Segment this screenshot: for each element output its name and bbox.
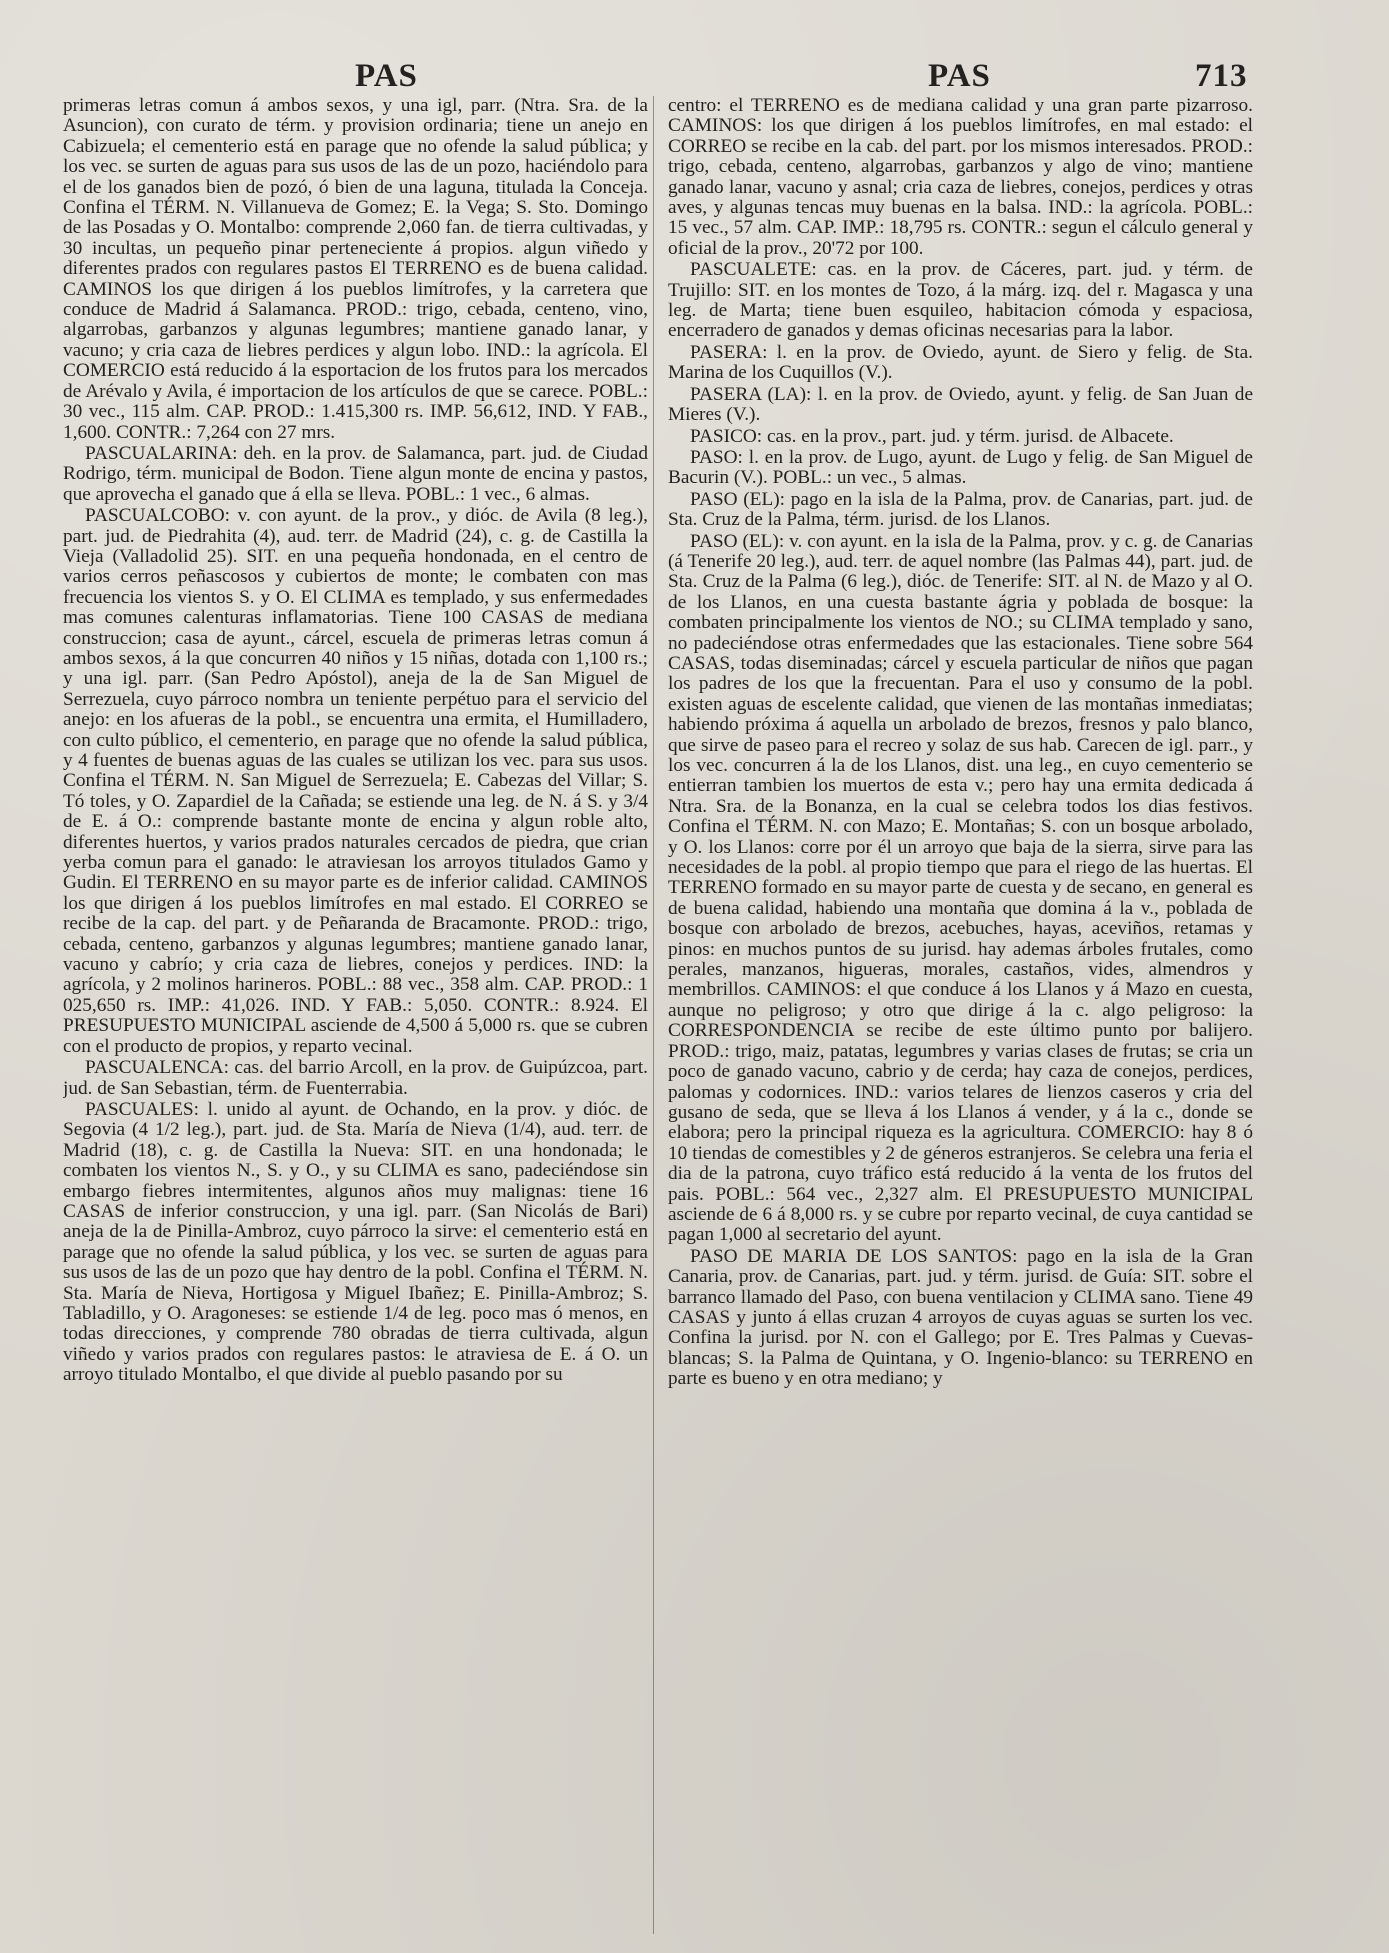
entry-paragraph: PASO (EL): pago en la isla de la Palma, prov. de Canarias, part. jud. de Sta. Cruz de la Palma, térm. jurisd. de los Llanos. [668,488,1253,531]
entry-paragraph: PASERA: l. en la prov. de Oviedo, ayunt. de Siero y felig. de Sta. Marina de los Cuquillos (V.). [668,341,1253,384]
entry-paragraph: PASCUALCOBO: v. con ayunt. de la prov., y dióc. de Avila (8 leg.), part. jud. de Piedrahita (4), aud. terr. de Madrid (24), c. g. de Castilla la Vieja (Valladolid 25). SIT. en una pequeña hondonada, en el centro de varios cerros peñascosos y cubiertos de monte; le combaten con mas frecuencia los vientos S. y O. El CLIMA es templado, y sus enfermedades mas comunes calenturas inflamatorias. Tiene 100 CASAS de mediana construccion; casa de ayunt., cárcel, escuela de primeras letras comun á ambos sexos, á la que concurren 40 niños y 15 niñas, dotada con 1,100 rs.; y una igl. parr. (San Pedro Apóstol), aneja de la de San Miguel de Serrezuela, cuyo párroco nombra un teniente perpétuo para el servicio del anejo: en los afueras de la pobl., se encuentra una ermita, el Humilladero, con culto público, el cementerio, en parage que no ofende la salud pública, y 4 fuentes de buenas aguas de las cuales se utilizan los vec. para sus usos. Confina el TÉRM. N. San Miguel de Serrezuela; E. Cabezas del Villar; S. Tó toles, y O. Zapardiel de la Cañada; se estiende una leg. de N. á S. y 3/4 de E. á O.: comprende bastante monte de encina y algun roble alto, diferentes huertos, y varios prados naturales cercados de piedra, que crian yerba comun para el ganado: le atraviesan los arroyos titulados Gamo y Gudin. El TERRENO en su mayor parte es de inferior calidad. CAMINOS los que dirigen á los pueblos limítrofes en mal estado. El CORREO se recibe de la cap. del part. y de Peñaranda de Bracamonte. PROD.: trigo, cebada, centeno, garbanzos y algunas legumbres; mantiene ganado lanar, vacuno y cabrío; y cria caza de liebres, conejos y perdices. IND: la agrícola, y 2 molinos harineros. POBL.: 88 vec., 358 alm. CAP. PROD.: 1 025,650 rs. IMP.: 41,026. IND. Y FAB.: 5,050. CONTR.: 8.924. El PRESUPUESTO MUNICIPAL asciende de 4,500 á 5,000 rs. que se cubren con el producto de propios, y reparto vecinal. [63,505,648,1057]
entry-paragraph: primeras letras comun á ambos sexos, y una igl, parr. (Ntra. Sra. de la Asuncion), con curato de térm. y provision ordinaria; tiene un anejo en Cabizuela; el cementerio está en parage que no ofende la salud pública; y los vec. se surten de aguas para sus usos de las de un pozo, haciéndolo para el de los ganados bien de pozó, ó bien de una laguna, titulada la Conceja. Confina el TÉRM. N. Villanueva de Gomez; E. la Vega; S. Sto. Domingo de las Posadas y O. Montalbo: comprende 2,060 fan. de tierra cultivadas, y 30 incultas, un pequeño pinar perteneciente á propios. algun viñedo y diferentes prados con regulares pastos El TERRENO es de buena calidad. CAMINOS los que dirigen á los pueblos limítrofes, y la carretera que conduce de Madrid á Salamanca. PROD.: trigo, cebada, centeno, vino, algarrobas, garbanzos y algunas legumbres; mantiene ganado lanar, y vacuno; y cria caza de liebres perdices y algun lobo. IND.: la agrícola. El COMERCIO está reducido á la esportacion de los frutos para los mercados de Arévalo y Avila, é importacion de los artículos de que se carece. POBL.: 30 vec., 115 alm. CAP. PROD.: 1.415,300 rs. IMP. 56,612, IND. Y FAB., 1,600. CONTR.: 7,264 con 27 mrs. [63,96,648,443]
right-column [668,96,1253,1934]
entry-paragraph: PASO DE MARIA DE LOS SANTOS: pago en la isla de la Gran Canaria, prov. de Canarias, part. jud. y térm. jurisd. de Guía: SIT. sobre el barranco llamado del Paso, con buena ventilacion y CLIMA sano. Tiene 49 CASAS y junto á ellas cruzan 4 arroyos de cuyas aguas se surten los vec. Confina la jurisd. por N. con el Gallego; por E. Tres Palmas y Cuevas-blancas; S. la Palma de Quintana, y O. Ingenio-blanco: su TERRENO en parte es bueno y en otra mediano; y [668,1245,1253,1390]
entry-paragraph: PASICO: cas. en la prov., part. jud. y térm. jurisd. de Albacete. [690,425,1174,447]
page-number: 713 [1195,58,1248,94]
left-column [63,96,648,1934]
entry-paragraph: PASCUALENCA: cas. del barrio Arcoll, en la prov. de Guipúzcoa, part. jud. de San Sebastian, térm. de Fuenterrabia. [63,1057,648,1099]
running-head-right: PAS [928,58,991,94]
entry-paragraph: PASO: l. en la prov. de Lugo, ayunt. de Lugo y felig. de San Miguel de Bacurin (V.). POBL.: un vec., 5 almas. [668,446,1253,489]
entry-paragraph: PASERA (LA): l. en la prov. de Oviedo, ayunt. y felig. de San Juan de Mieres (V.). [668,383,1253,426]
entry-paragraph: PASCUALARINA: deh. en la prov. de Salamanca, part. jud. de Ciudad Rodrigo, térm. municipal de Bodon. Tiene algun monte de encina y pastos, que aprovecha el ganado que á ella se lleva. POBL.: 1 vec., 6 almas. [63,442,648,505]
entry-paragraph: PASO (EL): v. con ayunt. en la isla de la Palma, prov. y c. g. de Canarias (á Tenerife 20 leg.), aud. terr. de aquel nombre (las Palmas 44), part. jud. de Sta. Cruz de la Palma (6 leg.), dióc. de Tenerife: SIT. al N. de Mazo y al O. de los Llanos, en una cuesta bastante ágria y poblada de bosque: la combaten principalmente los vientos de NO.; su CLIMA templado y sano, no padeciéndose otras enfermedades que las estacionales. Tiene sobre 564 CASAS, todas diseminadas; cárcel y escuela particular de niños que pagan los padres de los que la frecuentan. Para el uso y consumo de la pobl. existen aguas de escelente calidad, que vienen de las montañas inmediatas; habiendo próxima á aquella un arbolado de brezos, fresnos y palo blanco, que sirve de paseo para el recreo y solaz de sus hab. Carecen de igl. parr., y los vec. concurren á la de los Llanos, dist. una leg., en cuyo cementerio se entierran tambien los muertos de esta v.; pero hay una ermita dedicada á Ntra. Sra. de la Bonanza, en la cual se celebra todos los dias festivos. Confina el TÉRM. N. con Mazo; E. Montañas; S. con un bosque arbolado, y O. los Llanos: corre por él un arroyo que baja de la sierra, sirve para las necesidades de la pobl. al propio tiempo que para el riego de las huertas. El TERRENO formado en su mayor parte de cuesta y de secano, en general es de buena calidad, habiendo una montaña que domina á la v., poblada de bosque con arbolado de brezos, acebuches, hayas, aceviños, retamas y pinos: en muchos puntos de su jurisd. hay ademas árboles frutales, como perales, manzanos, higueras, morales, castaños, vides, almendros y membrillos. CAMINOS: el que conduce á los Llanos y á Mazo en cuesta, aunque no peligroso; y otro que dirige á la c. algo peligroso: la CORRESPONDENCIA se recibe de este último punto por balijero. PROD.: trigo, maiz, patatas, legumbres y varias clases de frutas; se cria un poco de ganado vacuno, cabrio y de cerda; hay caza de conejos, perdices, palomas y codornices. IND.: varios telares de lienzos caseros y cria del gusano de seda, que se lleva á los Llanos á vender, y á la c., donde se elabora; pero la principal riqueza es la agricultura. COMERCIO: hay 8 ó 10 tiendas de comestibles y 2 de géneros estranjeros. Se celebra una feria el dia de la patrona, cuyo tráfico está reducido á la venta de los frutos del pais. POBL.: 564 vec., 2,327 alm. El PRESUPUESTO MUNICIPAL asciende de 6 á 8,000 rs. y se cubre por reparto vecinal, de cuya cantidad se pagan 1,000 al secretario del ayunt. [668,530,1253,1246]
entry-paragraph: centro: el TERRENO es de mediana calidad y una gran parte pizarroso. CAMINOS: los que dirigen á los pueblos limítrofes, en mal estado: el CORREO se recibe en la cab. del part. por los mismos interesados. PROD.: trigo, cebada, centeno, algarrobas, garbanzos y algo de vino; mantiene ganado lanar, vacuno y asnal; cria caza de liebres, conejos, perdices y otras aves, y algunas tencas muy buenas en la balsa. IND.: la agrícola. POBL.: 15 vec., 57 alm. CAP. IMP.: 18,795 rs. CONTR.: segun el cálculo general y oficial de la prov., 20'72 por 100. [668,96,1253,259]
running-head-left: PAS [355,58,418,94]
entry-paragraph: PASCUALES: l. unido al ayunt. de Ochando, en la prov. y dióc. de Segovia (4 1/2 leg.), part. jud. de Sta. María de Nieva (1/4), aud. terr. de Madrid (18), c. g. de Castilla la Nueva: SIT. en una hondonada; le combaten los vientos N., S. y O., y su CLIMA es sano, padeciéndose sin embargo fiebres intermitentes, algunos años muy malignas: tiene 16 CASAS de inferior construccion, y una igl. parr. (San Nicolás de Bari) aneja de la de Pinilla-Ambroz, cuyo párroco la sirve: el cementerio está en parage que no ofende la salud pública, y los vec. se surten de aguas para sus usos de las de un pozo que hay dentro de la pobl. Confina el TÉRM. N. Sta. María de Nieva, Hortigosa y Miguel Ibañez; E. Pinilla-Ambroz; S. Tabladillo, y O. Aragoneses: se estiende 1/4 de leg. poco mas ó menos, en todas direcciones, y comprende 780 obradas de tierra cultivada, algun viñedo y varios prados con regulares pastos: le atraviesa de E. á O. un arroyo titulado Montalbo, el que divide al pueblo pasando por su [63,1098,648,1386]
column-divider [653,96,654,1934]
entry-paragraph: PASCUALETE: cas. en la prov. de Cáceres, part. jud. y térm. de Trujillo: SIT. en los montes de Tozo, á la márg. izq. del r. Magasca y una leg. de Marta; tiene buen esquileo, habitacion cómoda y espaciosa, encerradero de ganados y demas oficinas necesarias para la labor. [668,259,1253,342]
